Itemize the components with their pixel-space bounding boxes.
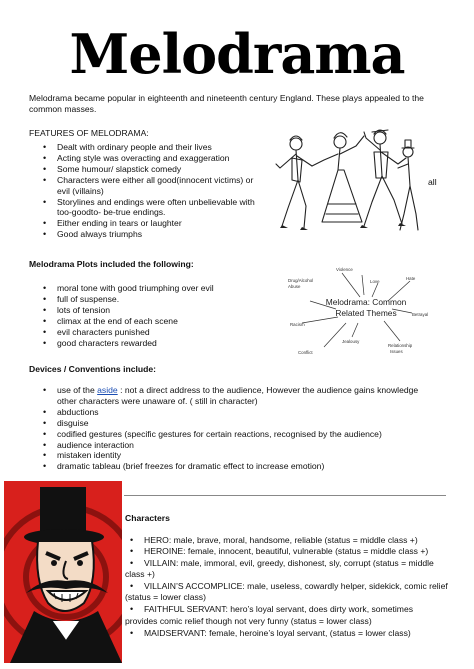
list-item: • Good always triumphs <box>29 229 279 240</box>
list-item: • moral tone with good triumphing over evil <box>29 283 279 294</box>
list-item-line: Storylines and endings were often unbelievable with <box>57 196 255 207</box>
list-item-line: evil (villains) <box>57 185 104 196</box>
list-item: • FAITHFUL SERVANT: hero’s loyal servant, does dirty work, sometimes <box>116 604 456 615</box>
aside-line2: other characters were unaware of. ( still in character) <box>57 395 258 406</box>
devices-heading-text: Devices / Conventions include: <box>29 364 157 374</box>
list-item <box>29 197 279 219</box>
list-item: • MAIDSERVANT: female, heroine’s loyal servant, (status = lower class) <box>116 628 456 639</box>
features-heading <box>29 128 149 139</box>
list-item-line: too-goodto- be-true endings. <box>57 207 166 218</box>
list-item: • VILLAIN: male, immoral, evil, greedy, dishonest, sly, corrupt (status = middle <box>116 558 456 569</box>
list-item <box>29 175 279 197</box>
list-item: • climax at the end of each scene <box>29 316 279 327</box>
list-item: • Acting style was overacting and exaggeration <box>29 153 279 164</box>
features-heading-colon: : <box>146 128 149 138</box>
trailing-word: all <box>428 177 437 187</box>
aside-link[interactable]: aside <box>97 385 118 395</box>
plots-heading-text: Melodrama Plots included the following: <box>29 259 194 269</box>
list-item: • Some humour/ slapstick comedy <box>29 164 279 175</box>
list-item: • HERO: male, brave, moral, handsome, reliable (status = middle class +) <box>116 535 456 546</box>
list-item: • dramatic tableau (brief freezes for dramatic effect to increase emotion) <box>29 461 449 472</box>
list-item-continuation: provides comic relief though not very funny (status = lower class) <box>125 616 372 626</box>
devices-list <box>29 385 449 472</box>
list-item: • Either ending in tears or laughter <box>29 218 279 229</box>
theme-label: Love <box>370 279 380 284</box>
list-item: • audience interaction <box>29 440 449 451</box>
theme-label: Violence <box>336 267 353 272</box>
characters-heading: Characters <box>125 513 170 523</box>
theme-label: Betrayal <box>412 312 429 317</box>
theme-label: Issues <box>390 349 403 354</box>
aside-prefix: use of the <box>57 385 98 395</box>
page-title: Melodrama <box>69 22 405 86</box>
theme-label: Abuse <box>288 284 301 289</box>
diagram-center-line2: Related Themes <box>335 308 397 318</box>
aside-line1: : not a direct address to the audience, However the audience gains knowledge <box>117 385 419 395</box>
characters-list-servant <box>116 604 456 615</box>
theme-label: Racism <box>290 322 305 327</box>
features-list <box>29 142 279 240</box>
diagram-center-line1: Melodrama: Common <box>325 297 407 307</box>
theme-label: Jealousy <box>342 339 360 344</box>
list-item: • abductions <box>29 407 449 418</box>
theme-label: Drug/Alcohol <box>288 278 314 283</box>
themes-diagram <box>280 263 440 359</box>
list-item: • full of suspense. <box>29 294 279 305</box>
melodrama-actors-illustration <box>268 124 422 236</box>
list-item: • VILLAIN’S ACCOMPLICE: male, useless, cowardly helper, sidekick, comic relief <box>116 581 456 592</box>
plots-heading <box>29 259 194 270</box>
plots-list <box>29 283 279 348</box>
characters-list-maid <box>116 628 456 639</box>
section-divider <box>124 495 446 496</box>
theme-label: Conflict <box>298 350 313 355</box>
list-item <box>29 385 449 407</box>
characters-list-villain <box>116 558 456 569</box>
list-item: • HEROINE: female, innocent, beautiful, vulnerable (status = middle class +) <box>116 546 456 557</box>
list-item: • Dealt with ordinary people and their lives <box>29 142 279 153</box>
list-item: • lots of tension <box>29 305 279 316</box>
theme-label: Hate <box>406 276 416 281</box>
villain-cartoon-image <box>4 481 122 663</box>
list-item: • disguise <box>29 418 449 429</box>
list-item: • good characters rewarded <box>29 338 279 349</box>
list-item: • codified gestures (specific gestures for certain reactions, recognised by the audience) <box>29 429 449 440</box>
characters-list-accomplice <box>116 581 456 592</box>
devices-heading <box>29 364 156 375</box>
list-item: • evil characters punished <box>29 327 279 338</box>
list-item: • mistaken identity <box>29 450 449 461</box>
list-item-continuation: class +) <box>125 569 155 579</box>
characters-list <box>116 535 456 557</box>
theme-label: Relationship <box>388 343 413 348</box>
intro-paragraph: Melodrama became popular in eighteenth and nineteenth century England. These plays appealed to the common masses. <box>29 93 424 114</box>
list-item-continuation: (status = lower class) <box>125 592 206 602</box>
features-heading-text: FEATURES OF MELODRAMA <box>29 128 147 138</box>
list-item-line: Characters were either all good(innocent victims) or <box>57 174 254 185</box>
